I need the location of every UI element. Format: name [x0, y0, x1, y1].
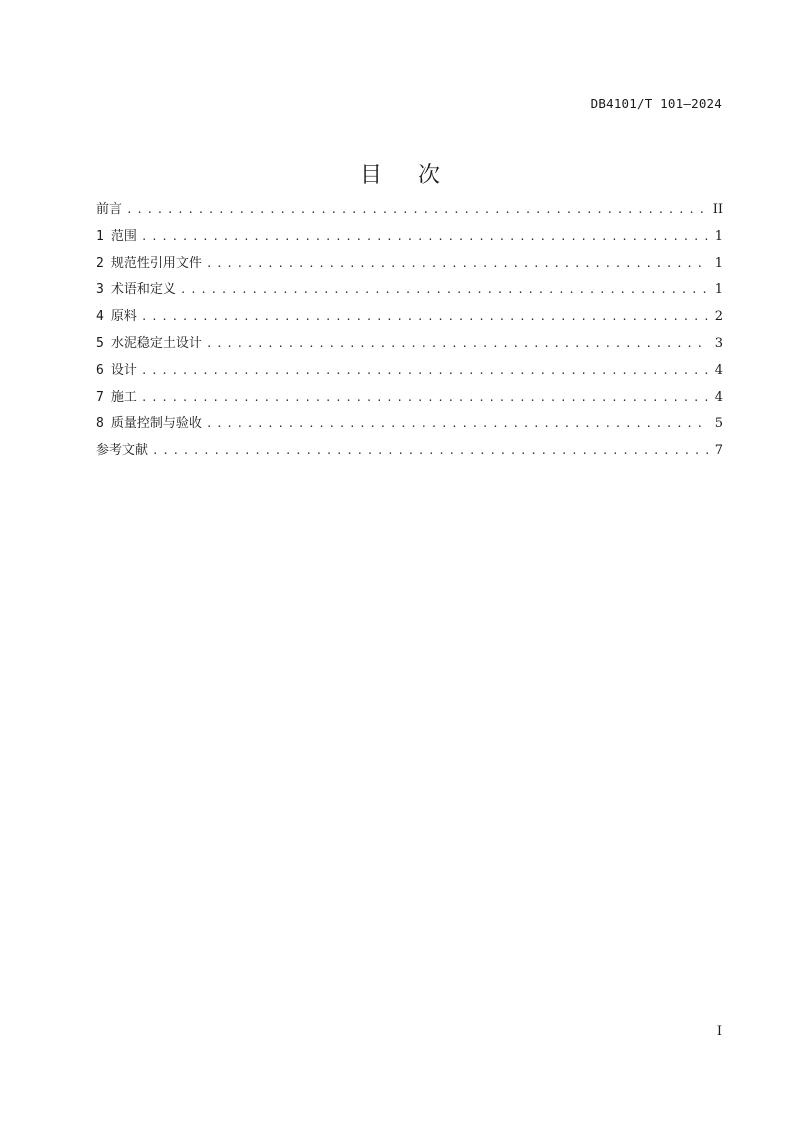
toc-dot-leader	[126, 200, 707, 220]
toc-dot-leader	[206, 414, 709, 434]
toc-entry-number: 4	[96, 309, 104, 325]
toc-entry-scope[interactable]	[96, 227, 723, 254]
toc-entry-title: 水泥稳定土设计	[110, 335, 202, 351]
table-of-contents	[96, 200, 723, 468]
toc-entry-construction[interactable]	[96, 388, 723, 415]
toc-entry-preface[interactable]	[96, 200, 723, 227]
toc-entry-number: 3	[96, 282, 104, 298]
toc-dot-leader	[141, 307, 709, 327]
toc-entry-number: 5	[96, 335, 104, 351]
toc-entry-page: 1	[714, 282, 723, 298]
toc-entry-title: 质量控制与验收	[110, 416, 202, 432]
toc-entry-page: 4	[714, 389, 723, 405]
toc-entry-materials[interactable]	[96, 307, 723, 334]
toc-dot-leader	[180, 280, 709, 300]
document-code: DB4101/T 101—2024	[590, 96, 722, 111]
toc-dot-leader	[206, 334, 709, 354]
toc-entry-page: 2	[714, 309, 723, 325]
toc-entry-number: 2	[96, 255, 104, 271]
toc-entry-design[interactable]	[96, 361, 723, 388]
toc-entry-title: 参考文献	[96, 443, 149, 459]
toc-entry-title: 原料	[110, 309, 137, 325]
toc-entry-number: 1	[96, 228, 104, 244]
toc-entry-page: 5	[714, 416, 723, 432]
toc-entry-title: 术语和定义	[110, 282, 176, 298]
toc-entry-terms-definitions[interactable]	[96, 280, 723, 307]
toc-entry-title: 前言	[96, 202, 123, 217]
toc-entry-title: 范围	[110, 228, 137, 244]
page-number: I	[716, 1024, 722, 1039]
toc-dot-leader	[141, 361, 709, 381]
toc-entry-number: 6	[96, 362, 104, 378]
page-title: 目次	[359, 163, 476, 188]
toc-dot-leader	[152, 441, 709, 461]
toc-entry-page: 4	[714, 362, 723, 378]
toc-dot-leader	[141, 388, 709, 408]
toc-dot-leader	[141, 227, 709, 247]
toc-entry-number: 8	[96, 416, 104, 432]
toc-entry-page: 3	[714, 335, 723, 351]
toc-entry-cement-stabilized-soil-design[interactable]	[96, 334, 723, 361]
toc-entry-page: II	[712, 202, 723, 217]
toc-entry-quality-control-acceptance[interactable]	[96, 414, 723, 441]
toc-entry-normative-references[interactable]	[96, 254, 723, 281]
toc-entry-title: 施工	[110, 389, 137, 405]
toc-entry-page: 1	[714, 255, 723, 271]
toc-entry-bibliography[interactable]	[96, 441, 723, 468]
toc-entry-page: 7	[714, 443, 723, 459]
toc-entry-title: 规范性引用文件	[110, 255, 202, 271]
toc-entry-page: 1	[714, 228, 723, 244]
toc-entry-title: 设计	[110, 362, 137, 378]
toc-dot-leader	[206, 254, 709, 274]
toc-entry-number: 7	[96, 389, 104, 405]
